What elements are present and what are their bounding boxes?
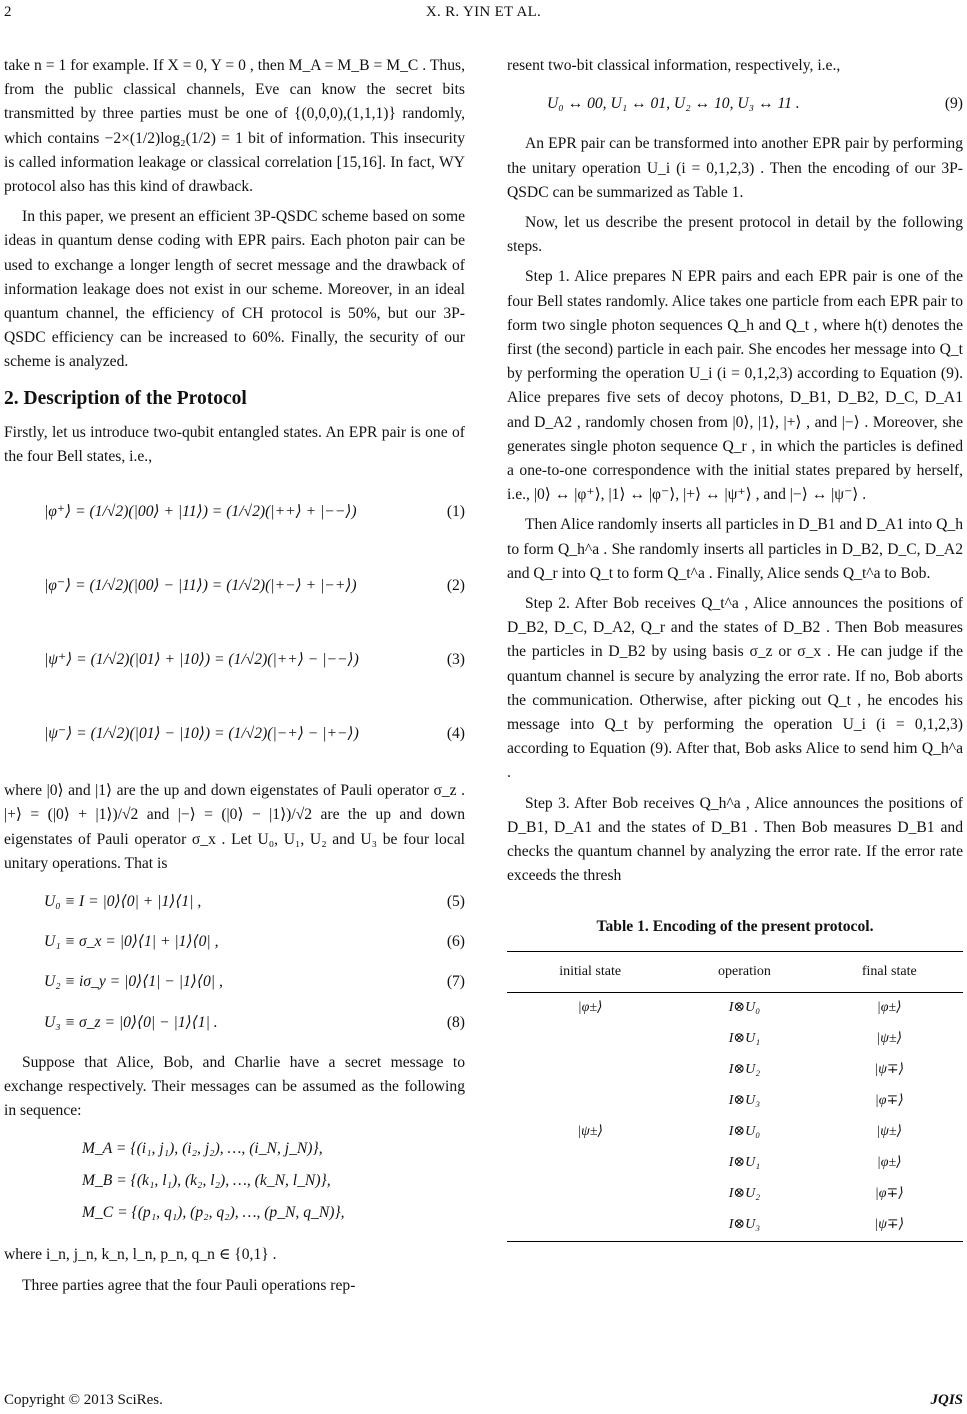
paragraph-pauli-agree: Three parties agree that the four Pauli operations rep- — [22, 1276, 356, 1294]
equation-2: |φ⁻⟩ = (1/√2)(|00⟩ − |11⟩) = (1/√2)(|+−⟩ + |−+⟩) (2) — [44, 577, 465, 595]
paragraph-step-1: Step 1. Alice prepares N EPR pairs and each EPR pair is one of the four Bell states randomly. Alice takes one particle from each EPR pair to form two single photon sequences Q_h and Q_t , where h(t) denotes the first (the second) particle in each pair. She encodes her message into Q_t by performing the operation U_i (i = 0,1,2,3) according to Equation (9). Alice prepares five sets of decoy photons, D_B1, D_B2, D_C, D_A1 and D_A2 , randomly chosen from |0⟩, |1⟩, |+⟩ , and |−⟩ . Moreover, she generates single photon sequence Q_r , in which the particles is defined a one-to-one correspondence with the initial states prepared by herself, i.e., |0⟩ ↔ |φ⁺⟩, |1⟩ ↔ |φ⁻⟩, |+⟩ ↔ |ψ⁺⟩ , and |−⟩ ↔ |ψ⁻⟩ . — [507, 268, 963, 504]
table-row: I⊗U₃ |ψ∓⟩ — [507, 1210, 963, 1242]
running-header — [0, 4, 967, 24]
paragraph-step-2: Step 2. After Bob receives Q_t^a , Alice announces the positions of D_B2, D_C, D_A2, Q_r and the states of D_B2 . Then Bob measures the particles in D_B2 by using basis σ_z or σ_x . He can judge if the quantum channel is secure by analyzing the error rate. If no, Bob aborts the communication. Otherwise, after picking out Q_t , he encodes his message into Q_t by performing the operation U_i (i = 0,1,2,3) according to Equation (9). After that, Bob asks Alice to send him Q_h^a . — [507, 595, 963, 782]
table-header-final: final state — [816, 951, 963, 992]
paragraph-step-3: Step 3. After Bob receives Q_h^a , Alice announces the positions of D_B1, D_A1 and the states of D_B1 . Then Bob measures D_B1 and checks the quantum channel by analyzing the error rate. If the error rate exceeds the thresh — [507, 794, 963, 885]
table-row: I⊗U₂ |ψ∓⟩ — [728, 1062, 905, 1078]
table-caption: Table 1. Encoding of the present protocol. — [596, 917, 874, 935]
table-row: I⊗U₂ |φ∓⟩ — [728, 1186, 904, 1202]
encoding-table — [507, 951, 963, 1242]
equation-8: U₃ ≡ σ_z = |0⟩⟨0| − |1⟩⟨1| . (8) — [44, 1013, 465, 1031]
table-header-initial: initial state — [507, 951, 673, 992]
paragraph-messages: Suppose that Alice, Bob, and Charlie have a secret message to exchange respectively. Their messages can be assumed as the following in sequence: — [4, 1053, 465, 1120]
equation-9: U₀ ↔ 00, U₁ ↔ 01, U₂ ↔ 10, U₃ ↔ 11 . (9) — [547, 95, 963, 113]
message-alice: M_A = {(i₁, j₁), (i₂, j₂), …, (i_N, j_N)}, — [82, 1140, 323, 1158]
paragraph-info-leakage: take n = 1 for example. If X = 0, Y = 0 , then M_A = M_B = M_C . Thus, from the public classical channels, Eve can know the secret bits transmitted by three parties must be one of {(0,0,0),(1,1,1)} randomly, which contains −2×(1/2)log₂(1/2) = 1 bit of information. This insecurity is called information leakage or classical correlation [15,16]. In fact, WY protocol also has this kind of drawback. — [4, 57, 465, 196]
paragraph-encoding: An EPR pair can be transformed into another EPR pair by performing the unitary operation U_i (i = 0,1,2,3) . Then the encoding of our 3P-QSDC can be summarized as Table 1. — [507, 135, 963, 201]
table-row: |ψ±⟩ I⊗U₀ |ψ±⟩ — [577, 1124, 903, 1140]
paragraph-our-scheme: In this paper, we present an efficient 3P-QSDC scheme based on some ideas in quantum dense coding with EPR pairs. Each photon pair can be used to exchange a longer length of secret message and the drawback of information leakage does not exist in our scheme. Moreover, in an ideal quantum channel, the efficiency of CH protocol is 50%, but our 3P-QSDC efficiency can be increased to 60%. Finally, the security of our scheme is analyzed. — [4, 208, 465, 371]
paragraph-steps-intro: Now, let us describe the present protocol in detail by the following steps. — [507, 214, 963, 256]
journal-abbrev: JQIS — [930, 1392, 963, 1408]
equation-1: |φ⁺⟩ = (1/√2)(|00⟩ + |11⟩) = (1/√2)(|++⟩ + |−−⟩) (1) — [44, 503, 465, 521]
paragraph-bell-intro: Firstly, let us introduce two-qubit entangled states. An EPR pair is one of the four Bell states, i.e., — [4, 423, 465, 466]
section-title: 2. Description of the Protocol — [4, 387, 247, 409]
table-header-operation: operation — [673, 951, 815, 992]
paragraph-step-1-insert: Then Alice randomly inserts all particles in D_B1 and D_A1 into Q_h to form Q_h^a . She randomly inserts all particles in D_B2, D_C, D_A2 and Q_r into Q_t to form Q_t^a . Finally, Alice sends Q_t^a to Bob. — [507, 516, 963, 582]
equation-6: U₁ ≡ σ_x = |0⟩⟨1| + |1⟩⟨0| , (6) — [44, 933, 465, 951]
equation-7: U₂ ≡ iσ_y = |0⟩⟨1| − |1⟩⟨0| , (7) — [44, 973, 465, 991]
table-row: |φ±⟩ I⊗U₀ |φ±⟩ — [577, 1000, 902, 1016]
equation-5: U₀ ≡ I = |0⟩⟨0| + |1⟩⟨1| , (5) — [44, 893, 465, 911]
table-row: I⊗U₁ |φ±⟩ — [728, 1155, 902, 1171]
copyright: Copyright © 2013 SciRes. — [4, 1392, 163, 1408]
table-row: I⊗U₃ |φ∓⟩ — [728, 1093, 904, 1109]
message-sequences — [4, 1133, 465, 1229]
paragraph-pauli: where |0⟩ and |1⟩ are the up and down eigenstates of Pauli operator σ_z . |+⟩ = (|0⟩ + |1⟩)/√2 and |−⟩ = (|0⟩ − |1⟩)/√2 are the up and down eigenstates of Pauli operator σ_x . Let U₀, U₁, U₂ and U₃ be four local unitary operations. That is — [4, 782, 465, 872]
message-charlie: M_C = {(p₁, q₁), (p₂, q₂), …, (p_N, q_N)}, — [82, 1204, 345, 1222]
right-column — [507, 54, 963, 1242]
equation-4: |ψ⁻⟩ = (1/√2)(|01⟩ − |10⟩) = (1/√2)(|−+⟩ − |+−⟩) (4) — [44, 725, 465, 743]
message-bob: M_B = {(k₁, l₁), (k₂, l₂), …, (k_N, l_N)}, — [82, 1172, 331, 1190]
equation-3: |ψ⁺⟩ = (1/√2)(|01⟩ + |10⟩) = (1/√2)(|++⟩ − |−−⟩) (3) — [44, 651, 465, 669]
running-title: X. R. YIN ET AL. — [425, 4, 542, 20]
left-column — [4, 54, 465, 1304]
paragraph-two-bit: resent two-bit classical information, respectively, i.e., — [507, 57, 841, 74]
paragraph-where: where i_n, j_n, k_n, l_n, p_n, q_n ∈ {0,1} . — [4, 1246, 277, 1264]
page-footer — [4, 1392, 963, 1409]
table-row: I⊗U₁ |ψ±⟩ — [728, 1031, 903, 1047]
page-number: 2 — [4, 4, 12, 20]
